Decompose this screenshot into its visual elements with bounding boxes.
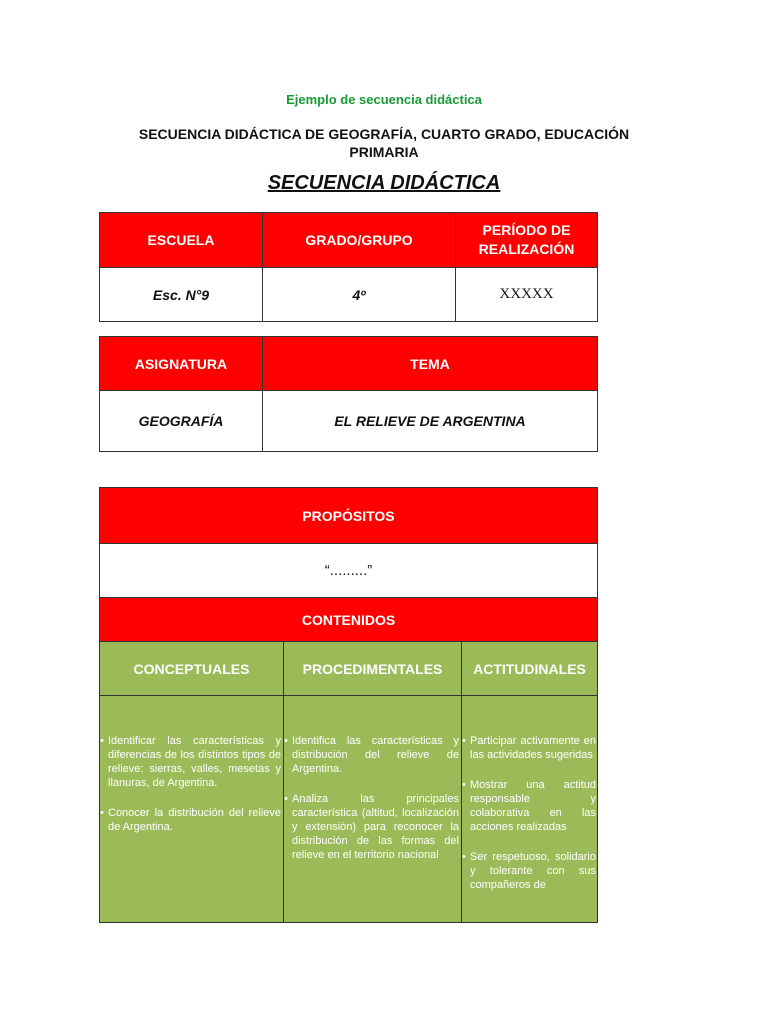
list-item: • Identificar las características y diferencias de los distintos tipos de relieve: sierras, valles, mesetas y llanuras, de Argentina. bbox=[104, 734, 281, 790]
list-item: • Mostrar una actitud responsable y colaborativa en las acciones realizadas bbox=[466, 778, 596, 834]
header-conceptuales: CONCEPTUALES bbox=[100, 642, 284, 696]
list-item: • Ser respetuoso, solidario y tolerante con sus compañeros de bbox=[466, 850, 596, 892]
list-item: • Analiza las principales característica (altitud, localización y extensión) para reconocer la distribución de las formas del relieve en el territorio nacional bbox=[288, 792, 459, 862]
value-propositos: “.........” bbox=[100, 544, 598, 598]
school-info-table bbox=[99, 212, 598, 322]
header-actitudinales: ACTITUDINALES bbox=[462, 642, 598, 696]
doc-heading-line2: PRIMARIA bbox=[349, 144, 419, 160]
subject-table bbox=[99, 336, 598, 452]
header-tema: TEMA bbox=[263, 337, 598, 391]
header-propositos: PROPÓSITOS bbox=[100, 488, 598, 544]
header-asignatura: ASIGNATURA bbox=[100, 337, 263, 391]
header-escuela: ESCUELA bbox=[100, 213, 263, 268]
value-escuela: Esc. N°9 bbox=[100, 268, 263, 322]
header-procedimentales: PROCEDIMENTALES bbox=[284, 642, 462, 696]
header-grado-grupo: GRADO/GRUPO bbox=[263, 213, 456, 268]
value-grado: 4º bbox=[263, 268, 456, 322]
doc-heading-line1: SECUENCIA DIDÁCTICA DE GEOGRAFÍA, CUARTO GRADO, EDUCACIÓN bbox=[138, 126, 630, 142]
value-periodo: XXXXX bbox=[456, 268, 598, 322]
list-item: • Participar activamente en las actividades sugeridas bbox=[466, 734, 596, 762]
actitudinales-cell bbox=[462, 696, 598, 923]
value-tema: EL RELIEVE DE ARGENTINA bbox=[263, 391, 598, 452]
content-table bbox=[99, 487, 598, 923]
list-item: • Identifica las características y distribución del relieve de Argentina. bbox=[288, 734, 459, 776]
conceptuales-cell bbox=[100, 696, 284, 923]
doc-subtitle: Ejemplo de secuencia didáctica bbox=[286, 92, 482, 107]
header-contenidos: CONTENIDOS bbox=[100, 598, 598, 642]
value-asignatura: GEOGRAFÍA bbox=[100, 391, 263, 452]
header-periodo: PERÍODO DE REALIZACIÓN bbox=[456, 213, 598, 268]
list-item: • Conocer la distribución del relieve de Argentina. bbox=[104, 806, 281, 834]
procedimentales-cell bbox=[284, 696, 462, 923]
doc-title: SECUENCIA DIDÁCTICA bbox=[267, 172, 501, 194]
doc-heading bbox=[100, 125, 668, 161]
